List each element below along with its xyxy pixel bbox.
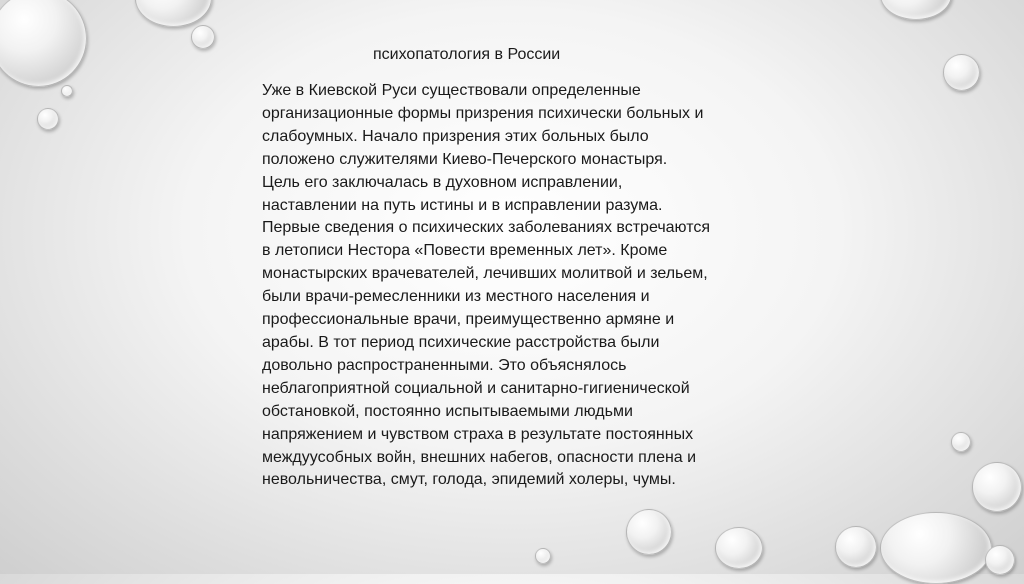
water-drop-decoration xyxy=(135,0,212,27)
text-line: Уже в Киевской Руси существовали определенные xyxy=(262,82,641,99)
water-drop-decoration xyxy=(951,432,971,452)
text-line: Первые сведения о психических заболеваниях встречаются xyxy=(262,219,711,237)
text-line: слабоумных. Начало призрения этих больных было xyxy=(262,127,649,145)
text-line: были врачи-ремесленники из местного населения и xyxy=(262,288,650,306)
text-line: неблагоприятной социальной и санитарно-гигиенической xyxy=(262,379,690,397)
water-drop-decoration xyxy=(880,512,992,584)
text-line: невольничества, смут, голода, эпидемий холеры, чумы. xyxy=(262,471,676,489)
text-line: организационные формы призрения психически больных и xyxy=(262,104,704,122)
water-drop-decoration xyxy=(37,108,59,130)
text-line: Цель его заключалась в духовном исправлении, xyxy=(262,173,623,191)
text-line: профессиональные врачи, преимущественно армяне и xyxy=(262,311,675,329)
slide-body-text xyxy=(262,80,782,492)
text-line: монастырских врачевателей, лечивших молитвой и зельем, xyxy=(262,265,708,283)
slide-title: психопатология в России xyxy=(373,46,561,63)
water-drop-decoration xyxy=(0,0,87,87)
water-drop-decoration xyxy=(985,545,1015,575)
water-drop-decoration xyxy=(535,548,551,564)
water-drop-decoration xyxy=(715,527,763,569)
text-line: наставлении на путь истины и в исправлении разума. xyxy=(262,196,663,214)
water-drop-decoration xyxy=(61,85,73,97)
text-line: в летописи Нестора «Повести временных лет». Кроме xyxy=(262,242,668,260)
water-drop-decoration xyxy=(191,25,215,49)
text-line: обстановкой, постоянно испытываемыми людьми xyxy=(262,402,633,420)
text-line: положено служителями Киево-Печерского монастыря. xyxy=(262,150,668,168)
water-drop-decoration xyxy=(626,509,672,555)
water-drop-decoration xyxy=(880,0,952,20)
text-line: арабы. В тот период психические расстройства были xyxy=(262,333,660,351)
text-line: довольно распространенными. Это объяснялось xyxy=(262,356,627,374)
text-line: напряжением и чувством страха в результате постоянных xyxy=(262,425,694,443)
water-drop-decoration xyxy=(835,526,877,568)
water-drop-decoration xyxy=(972,462,1022,512)
text-line: междуусобных войн, внешних набегов, опасности плена и xyxy=(262,448,697,466)
water-drop-decoration xyxy=(943,54,980,91)
